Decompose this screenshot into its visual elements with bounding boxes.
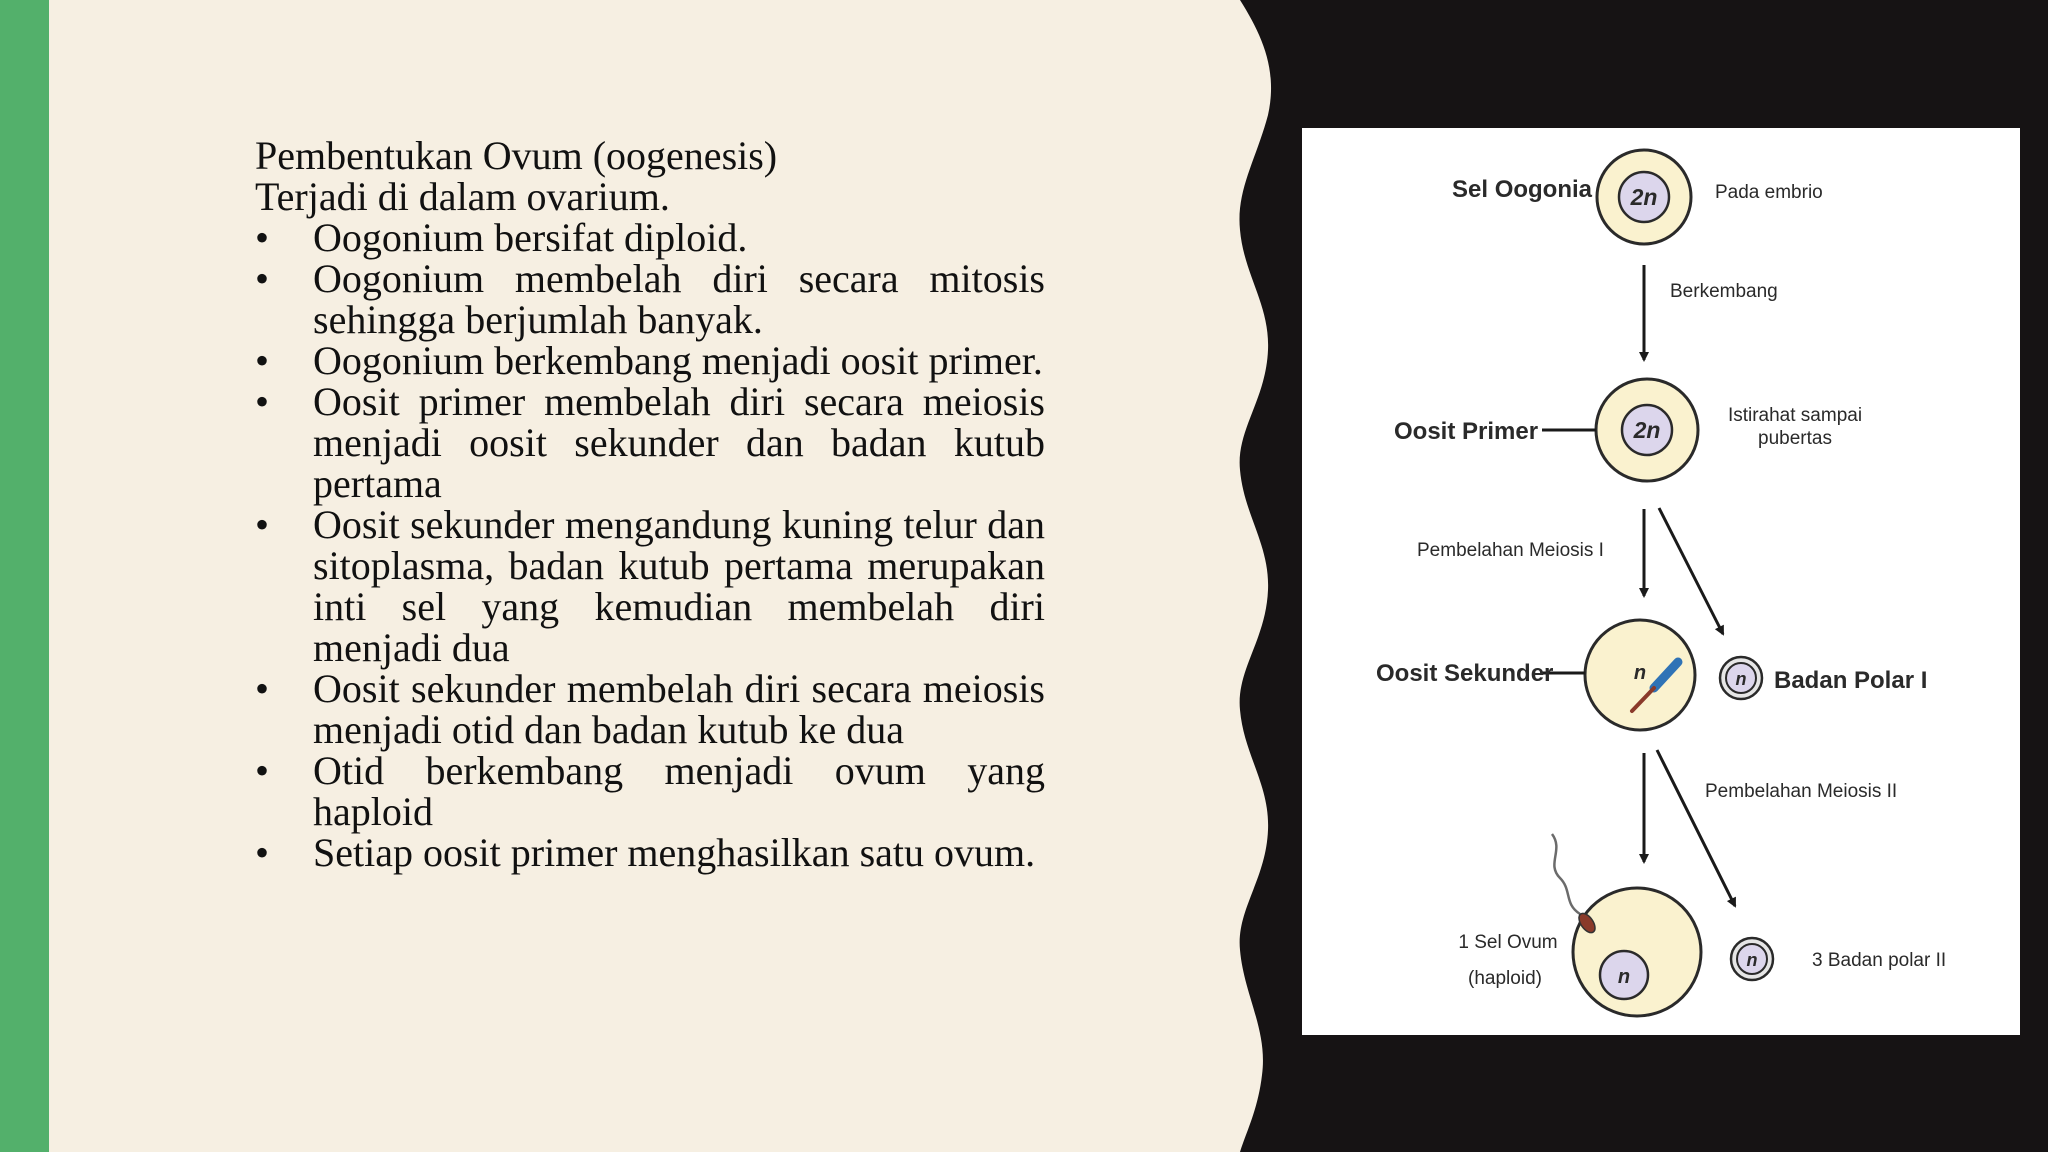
bullet-text: Oosit primer membelah diri secara meiosis menjadi oosit sekunder dan badan kutub pertama [313, 379, 1045, 506]
bullet-dot: • [255, 379, 270, 424]
label-sel-oogonia: Sel Oogonia [1452, 176, 1593, 203]
sperm-icon [1552, 834, 1598, 935]
bullet-text: Oogonium membelah diri secara mitosis sehingga berjumlah banyak. [313, 256, 1045, 342]
bullet-dot: • [255, 830, 270, 875]
slide-text [255, 135, 1045, 873]
bullet-list [255, 217, 1045, 873]
badan-polar-2-ploidy: n [1746, 950, 1758, 970]
arrow-meiosis2-polar [1657, 750, 1735, 906]
oogenesis-diagram [1302, 128, 2020, 1035]
bullet-text: Setiap oosit primer menghasilkan satu ovum. [313, 830, 1036, 875]
badan-polar-2-cell [1731, 938, 1773, 980]
label-istirahat-line1: Istirahat sampai [1727, 405, 1863, 426]
bullet-text: Oogonium bersifat diploid. [313, 215, 748, 260]
bullet-dot: • [255, 666, 270, 711]
bullet-item [255, 258, 1045, 340]
label-badan-polar-1: Badan Polar I [1774, 667, 1928, 694]
label-haploid: (haploid) [1468, 968, 1542, 989]
oosit-sekunder-ploidy: n [1633, 662, 1647, 684]
oogonia-ploidy: 2n [1630, 184, 1658, 210]
label-oosit-primer: Oosit Primer [1394, 418, 1539, 445]
label-berkembang: Berkembang [1670, 281, 1778, 302]
bullet-dot: • [255, 748, 270, 793]
oogenesis-diagram-svg [1302, 128, 2020, 1035]
bullet-item [255, 340, 1045, 381]
badan-polar-1-ploidy: n [1735, 669, 1747, 689]
label-meiosis-1: Pembelahan Meiosis I [1417, 540, 1604, 561]
slide-heading: Pembentukan Ovum (oogenesis) [255, 133, 778, 178]
bullet-item [255, 750, 1045, 832]
badan-polar-1-cell [1720, 657, 1762, 699]
bullet-dot: • [255, 338, 270, 383]
bullet-text: Oosit sekunder membelah diri secara meiosis menjadi otid dan badan kutub ke dua [313, 666, 1045, 752]
label-istirahat-line2: pubertas [1758, 428, 1832, 449]
label-meiosis-2: Pembelahan Meiosis II [1705, 781, 1898, 802]
label-sel-ovum: 1 Sel Ovum [1458, 932, 1558, 953]
ovum-ploidy: n [1617, 966, 1631, 988]
bullet-dot: • [255, 502, 270, 547]
bullet-text: Otid berkembang menjadi ovum yang haploid [313, 748, 1045, 834]
bullet-item [255, 381, 1045, 504]
oosit-sekunder-cell [1585, 620, 1695, 730]
label-badan-polar-2: 3 Badan polar II [1812, 950, 1947, 971]
bullet-dot: • [255, 215, 270, 260]
bullet-item [255, 504, 1045, 668]
bullet-text: Oosit sekunder mengandung kuning telur dan sitoplasma, badan kutub pertama merupakan inti sel yang kemudian membelah diri menjadi dua [313, 502, 1045, 670]
label-pada-embrio: Pada embrio [1715, 182, 1823, 203]
label-oosit-sekunder: Oosit Sekunder [1376, 660, 1554, 687]
ovum-cell [1573, 888, 1701, 1016]
bullet-text: Oogonium berkembang menjadi oosit primer. [313, 338, 1043, 383]
oosit-primer-cell [1596, 379, 1698, 481]
bullet-item [255, 668, 1045, 750]
bullet-dot: • [255, 256, 270, 301]
bullet-item [255, 832, 1045, 873]
slide-subheading: Terjadi di dalam ovarium. [255, 174, 670, 219]
oogonia-cell [1597, 150, 1691, 244]
bullet-item [255, 217, 1045, 258]
oosit-primer-ploidy: 2n [1633, 417, 1661, 443]
arrow-meiosis1-polar [1659, 508, 1723, 634]
